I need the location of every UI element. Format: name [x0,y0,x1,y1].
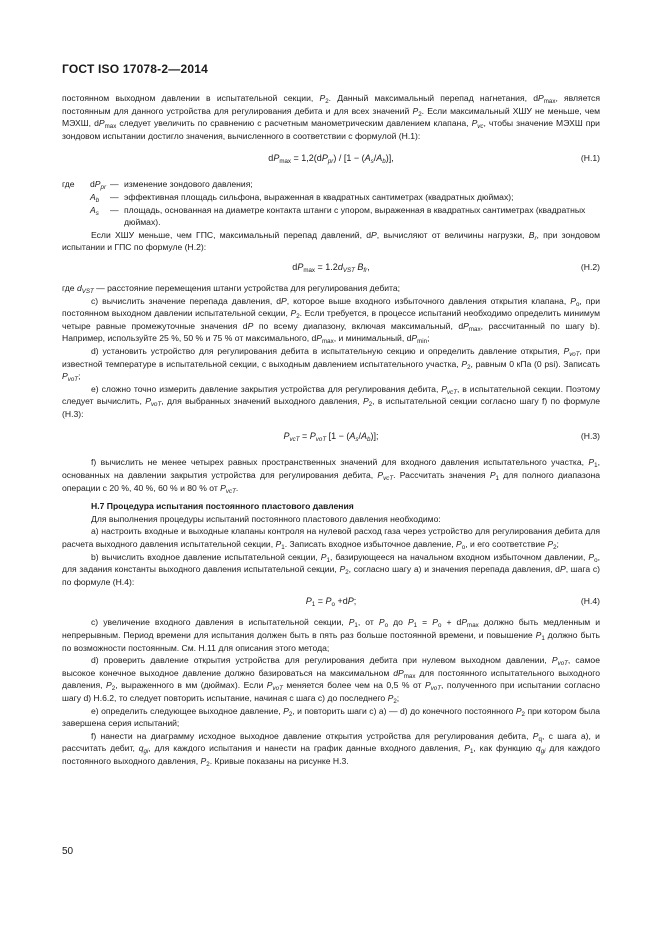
page-number: 50 [62,846,74,857]
formula-h1-number: (Н.1) [580,153,600,164]
formula-h4-expression: $P_1 = P_o +dP$; [305,596,357,609]
section-h7-title: Н.7 Процедура испытания постоянного пластового давления [91,501,354,512]
formula-h3-number: (Н.3) [580,431,600,442]
list-item-e: e) сложно точно измерить давление закрытия устройства для регулирования дебита, $P_{vcT}$, в испытательной секции. Поэтому следует вычислить, $P_{voT}$, для выбранных значений выходного давления, $P_2$, в испытательной секции согласно шагу f) по формуле (Н.3): [62,383,600,419]
formula-h2-expression: $dP_{max} = 1.2d_{VST}$ $B_{fr}$, [292,261,370,274]
list-item-c: c) вычислить значение перепада давления, dP, которое выше входного избыточного давления открытия клапана, $P_o$, при постоянном выходном давлении испытательной секции, $P_2$. Если требуется, в процессе испытаний необходимо определить минимум четыре равные промежуточные значения dP по всему диапазону, включая максимальный, $dP_{max}$, рассчитанный по шагу b). Например, используйте 25 %, 50 % и 75 % от максимального, $dP_{max}$, и минимальный, $dP_{min}$; [62,295,600,346]
h7-item-f: f) нанести на диаграмму исходное выходное давление открытия устройства для регулирования дебита, $P_q$, c шага а), и рассчитать дебит, $q_{gi}$, для каждого испытания и нанести на график данные входного давления, $P_1$, как функцию $q_{gi}$ для каждого постоянного выходного давления, $P_2$. Кривые показаны на рисунке Н.3. [62,730,600,768]
where-symbol: $A_b$ [90,191,100,204]
formula-h3 [62,424,600,452]
formula-h3-expression: $P_{vcT} = P_{voT}$ $[1 - (A_s/A_b)]$; [283,431,379,444]
section-h7-intro: Для выполнения процедуры испытаний постоянного пластового давления необходимо: [91,513,441,524]
where-dash: — [110,204,119,215]
where-desc: площадь, основанная на диаметре контакта штанги с упором, выраженная в квадратных сантиметрах (квадратных дюймах). [124,204,586,228]
list-item-f: f) вычислить не менее четырех равных пространственных значений для входного давления испытательного участка, $P_1$, основанных на давлении закрытия устройства для регулирования дебита, $P_{vcT}$. Рассчитать значения $P_1$ для полного диапазона операции с 20 %, 40 %, 60 % и 80 % от $P_{vcT}$. [62,457,600,495]
where-desc: изменение зондового давления; [124,179,253,190]
where-dash: — [110,191,119,202]
where-intro: где [62,179,75,190]
h7-item-e: e) определить следующее выходное давление, $P_2$, и повторить шаги c) а) — d) до конечного постоянного $P_2$ при котором была завершена серия испытаний; [62,705,600,729]
formula-h4-number: (Н.4) [580,596,600,607]
h7-item-a: а) настроить входные и выходные клапаны контроля на нулевой расход газа через устройство для регулирования дебита для расчета выходного давления испытательной секции, $P_1$. Записать входное избыточное давление, $P_o$, и его соответствие $P_2$; [62,526,600,552]
formula-h2 [62,258,600,278]
formula-h2-number: (Н.2) [580,261,600,272]
paragraph-max-differential: постоянном выходном давлении в испытательной секции, $P_2$. Данный максимальный перепад нагнетания, $dP_{max}$, является постоянным для данного устройства для регулирования дебита и для всех значений $P_2$. Если максимальный ХШУ не меньше, чем МЭХШ, $dP_{max}$ следует увеличить по сравнению с расчетным манометрическим давлением клапана, $P_{vc}$, чтобы значение МЭХШ при зондовом испытании достигло значения, вычисленного в соответствии с формулой (Н.1): [62,93,601,141]
formula-h1 [62,146,600,174]
document-header: ГОСТ ISO 17078-2—2014 [62,62,208,76]
paragraph-xshu-less: Если ХШУ меньше, чем ГПС, максимальный перепад давлений, dP, вычисляют от величины нагрузки, $B_r$, при зондовом испытании и ГПС по формуле (Н.2): [62,229,600,253]
formula-h1-expression: $dP_{max} = 1,2(dP_{pr}) / [1 - (A_s/A_b)]$, [268,153,394,166]
h7-item-c: c) увеличение входного давления в испытательной секции, $P_1$, от $P_o$ до $P_1 = P_o + dP_{max}$ должно быть медленным и непрерывным. Период времени для испытания должен быть в пять раз больше постоянной времени, и повышение $P_1$ должно быть по возможности постоянным. См. Н.11 для описания этого метода; [62,617,600,653]
where-symbol: $dP_{pr}$ [90,179,107,192]
list-item-d: d) установить устройство для регулирования дебита в испытательную секцию и определить давление открытия, $P_{voT}$, при известной температуре в испытательной секции, с выходным давлением испытательного участка, $P_2$, равным 0 кПа (0 psi). Записать $P_{voT}$; [62,345,600,384]
document-body [62,92,600,768]
where-list-h1 [62,178,600,228]
where-dash: — [110,179,119,190]
paragraph-where-dvst: где $d_{VST}$ — расстояние перемещения штанги устройства для регулирования дебита; [62,282,401,295]
h7-item-d: d) проверить давление открытия устройства для регулирования дебита при нулевом выходном давлении, $P_{voT}$, самое высокое конечное выходное давление должно базироваться на максимальном $dP_{max}$ для постоянного испытательного выходного давления, $P_2$, выраженного в мм (дюймах). Если $P_{voT}$ меняется более чем на 0,5 % от $P_{voT}$, полученного при испытании согласно шагу d) Н.6.2, то следует повторить испытание, начиная с шага c) до последнего $P_2$; [62,655,600,705]
where-desc: эффективная площадь сильфона, выраженная в квадратных сантиметрах (квадратных дюймах); [124,191,514,202]
formula-h4 [62,592,600,612]
where-symbol: $A_s$ [90,204,99,217]
h7-item-b: b) вычислить входное давление испытательной секции, $P_1$, базирующееся на начальном входном избыточном давлении, $P_o$, для задания константы выходного давления испытательной секции, $P_2$, согласно шагу а) и значения перепада давления, dP, шага c) по формуле (Н.4): [62,551,600,587]
